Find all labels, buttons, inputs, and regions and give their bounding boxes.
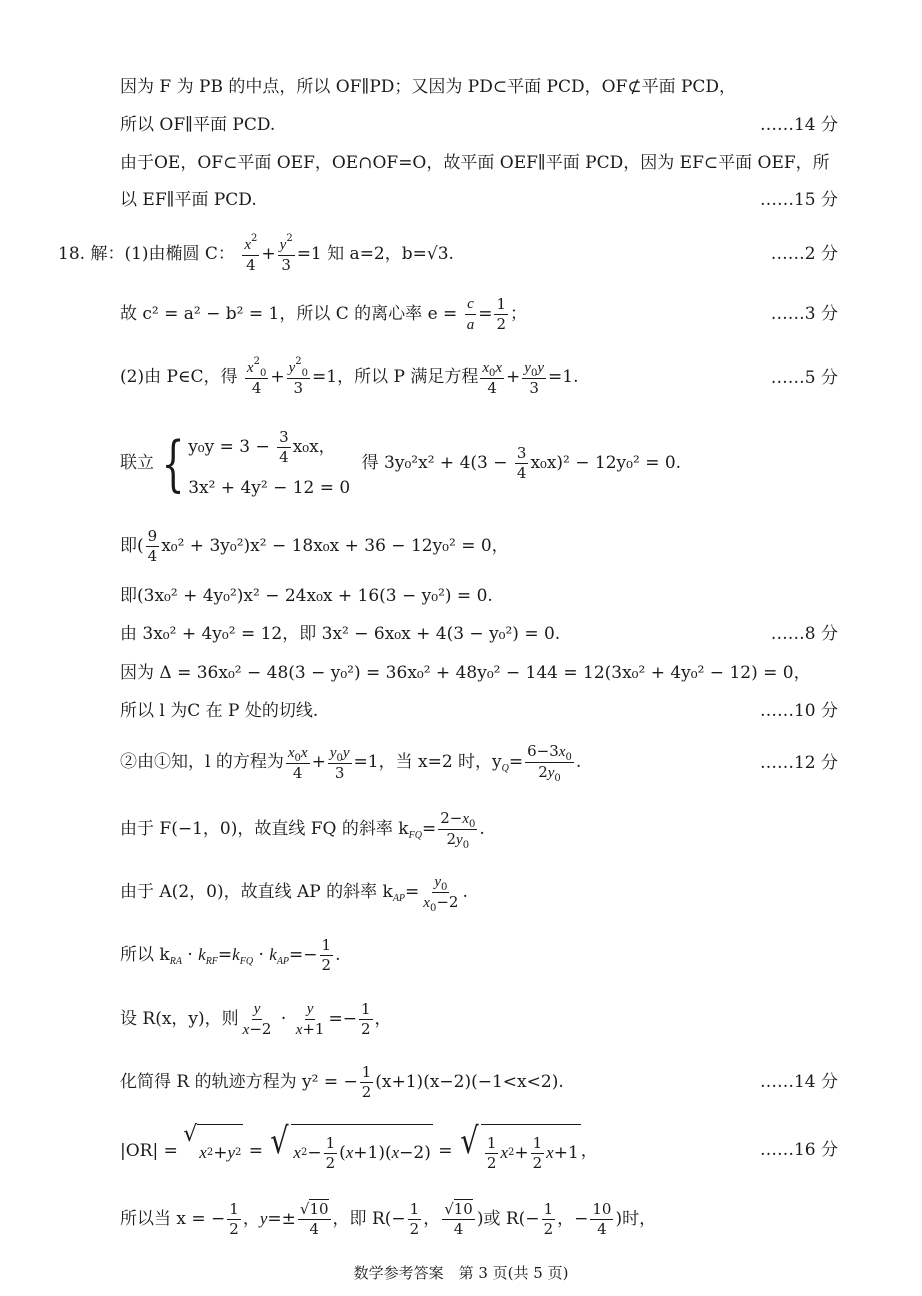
line-eq-text-2: =1，当 x=2 时，y (353, 752, 502, 772)
frac-y0y-3-b: $\frac{y_0y}{3}$ (329, 744, 350, 782)
frac-x0x-4-b: $\frac{x_0x}{4}$ (287, 744, 308, 782)
locus-line (120, 1058, 564, 1106)
locus-text: 化简得 R 的轨迹方程为 y² = − (120, 1072, 358, 1092)
set-r-line: 设 R(x，y)，则 $\frac{y}{x-2}$ · $\frac{y}{x+1}$ =− $\frac{1}{2}$ ， (120, 1000, 392, 1038)
frac-half-x: $\frac{1}{2}$ (229, 1200, 239, 1238)
score-10: ……10 分 (759, 701, 838, 721)
proof-line-2: 所以 OF∥平面 PCD. (120, 115, 276, 135)
q18-label: 18. 解：(1)由椭圆 C： (58, 244, 235, 264)
eccentricity-line: 故 c² = a² − b² = 1，所以 C 的离心率 e = $\frac{c}{a}$ = $\frac{1}{2}$ ； (120, 295, 527, 333)
proof-line-3: 由于OE，OF⊂平面 OEF，OE∩OF=O，故平面 OEF∥平面 PCD，因为 EF⊂平面 OEF，所 (120, 153, 830, 173)
score-14-b: ……14 分 (759, 1072, 838, 1092)
system-eq-1 (188, 429, 350, 465)
slope-fq-text: 由于 F(−1，0)，故直线 FQ 的斜率 k (120, 819, 409, 839)
frac-neg-half: $\frac{1}{2}$ (321, 936, 332, 974)
score-12: ……12 分 (759, 753, 838, 773)
expand-prefix: 即( (120, 536, 144, 556)
frac-3-4-a: $\frac{3}{4}$ (279, 427, 289, 466)
expand-line-1 (120, 524, 509, 568)
frac-x0x-4: $\frac{x_0x}{4}$ (482, 359, 503, 397)
proof-line-1: 因为 F 为 PB 的中点，所以 OF∥PD；又因为 PD⊂平面 PCD，OF⊄平面 PCD， (120, 77, 737, 97)
system-label: 联立 (120, 453, 154, 473)
frac-half-sqrt-c1: $\frac{1}{2}$ (486, 1133, 497, 1172)
score-16: ……16 分 (759, 1140, 838, 1160)
extremum-text-3: )或 R(− (476, 1209, 540, 1229)
system-eq-1-text: y₀y = 3 − (188, 436, 276, 457)
slope-ap-text: 由于 A(2，0)，故直线 AP 的斜率 k (120, 882, 393, 902)
score-5: ……5 分 (770, 368, 838, 388)
sqrt-a: √ x 2 + y 2 (183, 1124, 243, 1179)
extremum-text-2: ，即 R(− (332, 1209, 406, 1229)
frac-1-2: $\frac{1}{2}$ (496, 295, 506, 333)
point-on-ellipse-line: (2)由 P∈C，得 $\frac{x^2_0}{4}$ + $\frac{y^2_0}{3}$ =1，所以 P 满足方程 $\frac{x_0x}{4}$ + $\frac{y_0y}{3}$ =1. (120, 355, 579, 397)
line-eq-text: ②由①知，l 的方程为 (120, 752, 284, 772)
point-on-ellipse-text-2: =1，所以 P 满足方程 (312, 367, 479, 387)
system-line (120, 418, 681, 508)
frac-9-4: $\frac{9}{4}$ (147, 527, 158, 565)
sqrt-c: √ $\frac{1}{2}$ x 2 + $\frac{1}{2}$ x +1 (458, 1124, 581, 1179)
slope-fq-line: 由于 F(−1，0)，故直线 FQ 的斜率 $k_{FQ}=$ $\frac{2-x_0}{2y_0}$ . (120, 809, 485, 851)
frac-kfq: $\frac{2-x_0}{2y_0}$ (440, 809, 476, 851)
distance-line: |OR| = √ x 2 + y 2 = √ x 2 − $\frac{1}{2}$ ( x +1)( x −2) = √ $\frac{1}{2}$ x 2 + $\frac{1}{2}$ x +1 ， (120, 1124, 598, 1179)
system-eq-2: 3x² + 4y² − 12 = 0 (188, 477, 351, 498)
extremum-text: 所以当 x = − (120, 1209, 226, 1229)
discriminant-line: 因为 Δ = 36x₀² − 48(3 − y₀²) = 36x₀² + 48y₀² − 144 = 12(3x₀² + 4y₀² − 12) = 0， (120, 663, 811, 683)
frac-c-a: $\frac{c}{a}$ (466, 296, 475, 333)
extremum-line: 所以当 x = − $\frac{1}{2}$ ，y=± $\frac{√10}{4}$ ，即 R(− $\frac{1}{2}$ ， $\frac{√10}{4}$ )或 R(− $\frac{1}{2}$ ，− $\frac{10}{4}$ )时， (120, 1200, 657, 1238)
frac-half-sqrt-c2: $\frac{1}{2}$ (532, 1133, 543, 1172)
frac-yq: $\frac{6-3x_0}{2y_0}$ (527, 742, 572, 784)
point-on-ellipse-text: (2)由 P∈C，得 (120, 367, 238, 387)
score-8: ……8 分 (770, 624, 838, 644)
frac-half-r1: $\frac{1}{2}$ (409, 1200, 420, 1238)
expand-line-2: 即(3x₀² + 4y₀²)x² − 24x₀x + 16(3 − y₀²) = 0. (120, 586, 493, 606)
system-result: 得 3y₀²x² + 4(3 − (361, 453, 513, 473)
product-text: 所以 k (120, 945, 170, 965)
tangent-line: 所以 l 为C 在 P 处的切线. (120, 701, 319, 721)
score-15: ……15 分 (759, 190, 838, 210)
frac-sqrt10-4-b: $\frac{√10}{4}$ (444, 1200, 473, 1238)
point-on-ellipse-text-3: =1. (548, 367, 579, 387)
distance-text: |OR| = (120, 1141, 184, 1161)
frac-y2-3: $\frac{y^2}{3}$ (279, 232, 293, 274)
equation-system (188, 429, 350, 499)
expand-text-1: x₀² + 3y₀²)x² − 18x₀x + 36 − 12y₀² = 0， (161, 536, 509, 556)
frac-y0y-3: $\frac{y_0y}{3}$ (524, 359, 545, 397)
frac-10-4: $\frac{10}{4}$ (592, 1200, 612, 1238)
q18-line: 18. 解：(1)由椭圆 C： $\frac{x^2}{4}$ + $\frac{y^2}{3}$ =1 知 a=2，b=√3. (58, 232, 454, 274)
set-r-text: 设 R(x，y)，则 (120, 1009, 239, 1029)
sqrt-b: √ x 2 − $\frac{1}{2}$ ( x +1)( x −2) (268, 1124, 432, 1179)
frac-half-locus: $\frac{1}{2}$ (361, 1063, 372, 1101)
eccentricity-text: 故 c² = a² − b² = 1，所以 C 的离心率 e = (120, 304, 458, 324)
frac-y0sq-3: $\frac{y^2_0}{3}$ (288, 355, 309, 397)
score-2: ……2 分 (770, 244, 838, 264)
extremum-tail: )时， (615, 1209, 657, 1229)
system-result-tail: x₀x)² − 12y₀² = 0. (530, 453, 682, 473)
expand-line-3: 由 3x₀² + 4y₀² = 12，即 3x² − 6x₀x + 4(3 − y₀²) = 0. (120, 624, 561, 644)
frac-3-4-b: $\frac{3}{4}$ (516, 444, 527, 482)
line-equation-line: ②由①知，l 的方程为 $\frac{x_0x}{4}$ + $\frac{y_0y}{3}$ =1，当 x=2 时，$y_Q=$ $\frac{6-3x_0}{2y_0}$ . (120, 742, 582, 784)
frac-y-xm2: $\frac{y}{x-2}$ (242, 1001, 272, 1038)
frac-half-sqrt-b: $\frac{1}{2}$ (325, 1133, 336, 1172)
frac-y-xp1: $\frac{y}{x+1}$ (295, 1001, 325, 1038)
frac-neg-half-b: $\frac{1}{2}$ (360, 1000, 371, 1038)
product-line: 所以 $k_{RA} \cdot k_{RF}=k_{FQ} \cdot k_{AP}=-$ $\frac{1}{2}$ . (120, 936, 341, 974)
frac-sqrt10-4: $\frac{√10}{4}$ (299, 1200, 329, 1238)
frac-x0sq-4: $\frac{x^2_0}{4}$ (246, 355, 267, 397)
frac-kap: $\frac{y_0}{x_0-2}$ (423, 874, 459, 914)
system-eq-1-tail: x₀x， (292, 436, 336, 457)
score-3: ……3 分 (770, 304, 838, 324)
proof-line-4: 以 EF∥平面 PCD. (120, 190, 257, 210)
frac-x2-4: $\frac{x^2}{4}$ (244, 232, 258, 274)
frac-half-r2: $\frac{1}{2}$ (543, 1200, 554, 1238)
locus-tail: (x+1)(x−2)(−1<x<2). (375, 1072, 564, 1092)
q18-tail: =1 知 a=2，b=√3. (296, 244, 454, 264)
page-footer: 数学参考答案 第 3 页(共 5 页) (353, 1264, 569, 1282)
slope-ap-line: 由于 A(2，0)，故直线 AP 的斜率 $k_{AP}=$ $\frac{y_0}{x_0-2}$ . (120, 874, 468, 914)
brace-symbol: { (161, 428, 185, 499)
score-14-a: ……14 分 (759, 115, 838, 135)
